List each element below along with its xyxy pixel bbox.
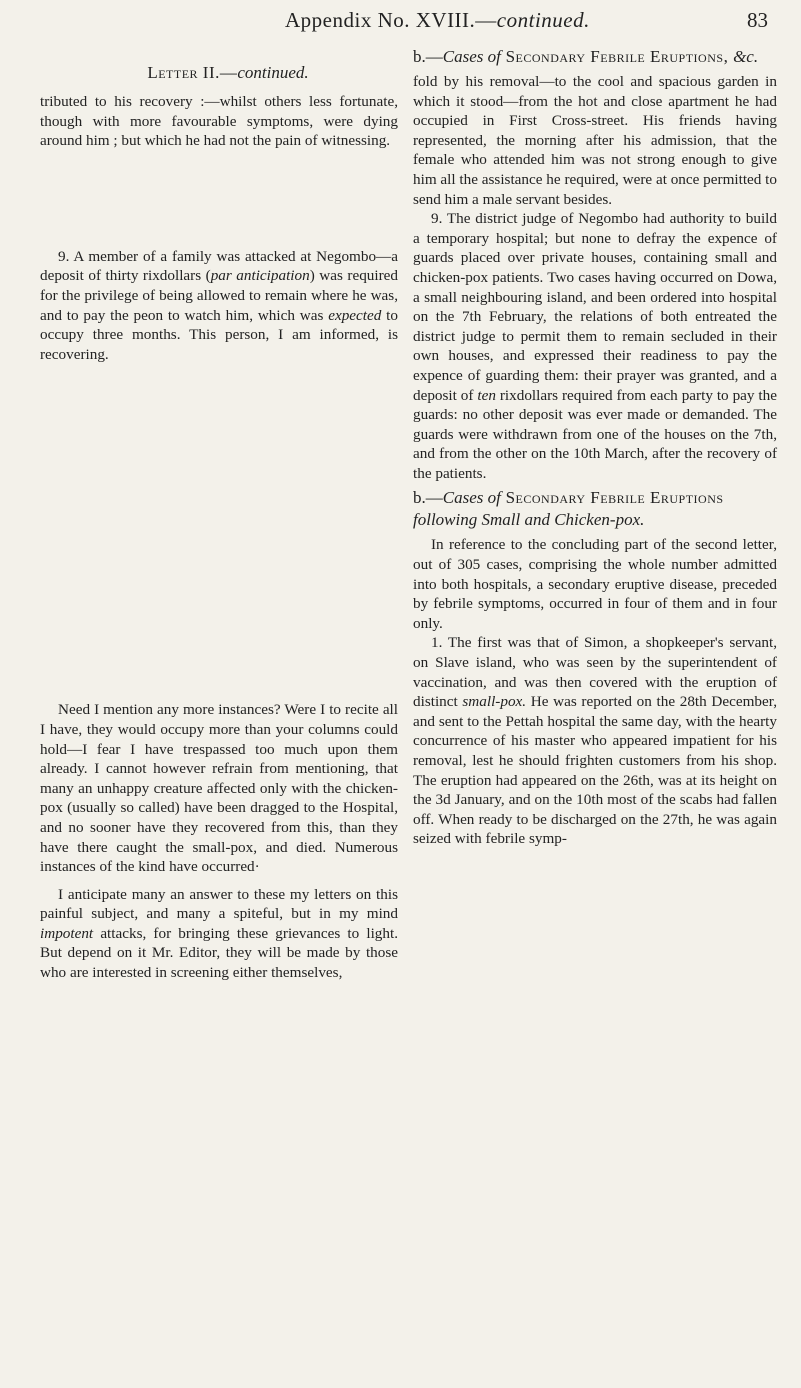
page-number: 83 [747, 8, 768, 32]
paragraph-9-district-judge: 9. The district judge of Negombo had authority to build a temporary hospital; but none to defray the expence of guards placed over private houses, containing small and chicken-pox patients. Two cases having occurred on Dowa, a small neighbouring island, and been ordered into hospital on the 7th February, the relations of both entreated the district judge to permit them to remain secluded in their own houses, and expressed their readiness to pay the expence of guarding them: their prayer was granted, and a deposit of ten rixdollars required from each party to pay the guards: no other deposit was ever made or demanded. The guards were withdrawn from one of the houses on the 7th, and from the other on the 10th March, after the recovery of the patients. [413, 210, 777, 482]
title-main: Appendix No. XVIII.— [285, 8, 497, 32]
paragraph-anticipate: I anticipate many an answer to these my letters on this painful subject, and many a spiteful, but in my mind impotent attacks, for bringing these grievances to light. But depend on it Mr. Editor, they will be made by those who are interested in screening either themselves, [40, 885, 398, 982]
left-column [40, 46, 398, 983]
paragraph-concluding-part: In reference to the concluding part of the second letter, out of 305 cases, comprising the whole number admitted into both hospitals, a secondary eruptive disease, preceded by febrile symptoms, occurred in four of them and in four only. [413, 536, 777, 632]
section-heading-secondary-eruptions: b.—Cases of Secondary Febrile Eruptions, &c. [413, 47, 759, 66]
paragraph-need-i-mention: Need I mention any more instances? Were I to recite all I have, they would occupy more than your columns could hold—I fear I have trespassed too much upon them already. I cannot however refrain from mentioning, that many an unhappy creature affected only with the chicken-pox (usually so called) have been dragged to the Hospital, and no sooner have they recovered from this, than they have there caught the small-pox, and died. Numerous instances of the kind have occurred· [40, 701, 398, 876]
paragraph-continued: tributed to his recovery :—whilst others less fortunate, though with more favourable symptoms, were dying around him ; but which he had not the pain of witnessing. [40, 93, 398, 150]
page-title [285, 8, 590, 33]
paragraph-fold-by-removal: fold by his removal—to the cool and spacious garden in which it stood—from the hot and close apartment he had occupied in First Cross-street. His friends having represented, the morning after his admission, that the female who attended him was not strong enough to give him all the assistance he required, were at once permitted to send him a male servant besides. [413, 73, 777, 208]
running-header [0, 8, 801, 34]
right-column [413, 46, 777, 849]
section-heading-following-small-pox: b.—Cases of Secondary Febrile Eruptions following Small and Chicken-pox. [413, 488, 724, 530]
paragraph-9-negombo: 9. A member of a family was attacked at Negombo—a deposit of thirty rixdollars (par anticipation) was required for the privilege of being allowed to remain where he was, and to pay the peon to watch him, which was expected to occupy three months. This person, I am informed, is recovering. [40, 247, 398, 363]
title-italic: continued. [496, 8, 590, 32]
letter-heading: Letter II.—continued. [147, 63, 309, 82]
paragraph-1-simon: 1. The first was that of Simon, a shopkeeper's servant, on Slave island, who was seen by the superintendent of vaccination, and was then covered with the eruption of distinct small-pox. He was reported on the 28th December, and sent to the Pettah hospital the same day, with the hearty concurrence of his master who appeared impatient for his removal, lest he should frighten customers from his shop. The eruption had appeared on the 26th, was at its height on the 3d January, and on the 10th most of the scabs had fallen off. When ready to be discharged on the 27th, he was again seized with febrile symp- [413, 634, 777, 848]
